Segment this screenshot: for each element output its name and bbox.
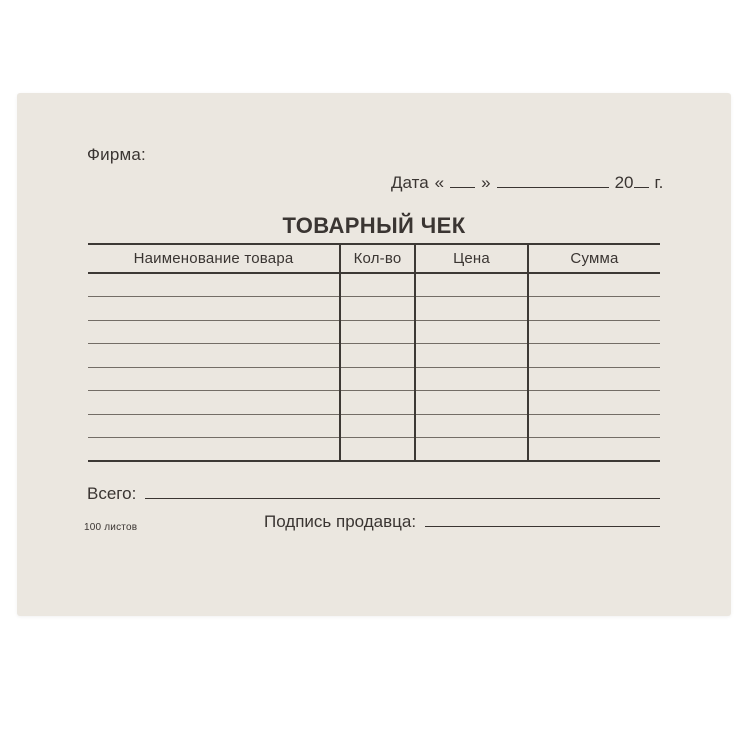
- blank-cell: [528, 391, 660, 415]
- blank-cell: [340, 391, 415, 415]
- blank-cell: [88, 344, 340, 368]
- signature-label: Подпись продавца:: [264, 512, 417, 531]
- blank-cell: [340, 273, 415, 297]
- blank-cell: [528, 273, 660, 297]
- header-row: [88, 244, 660, 273]
- blank-cell: [415, 320, 528, 344]
- firm-label: Фирма:: [87, 145, 146, 164]
- blank-cell: [340, 344, 415, 368]
- column-header-sum: Сумма: [528, 244, 660, 273]
- date-year-blank-line: [634, 173, 649, 188]
- blank-cell: [528, 367, 660, 391]
- blank-cell: [88, 438, 340, 462]
- blank-cell: [528, 414, 660, 438]
- blank-cell: [340, 414, 415, 438]
- signature-blank-line: [425, 512, 660, 527]
- blank-cell: [415, 414, 528, 438]
- blank-cell: [340, 438, 415, 462]
- date-century: 20: [614, 173, 634, 192]
- table-row: [88, 297, 660, 321]
- total-blank-line: [145, 484, 660, 499]
- date-quote-open: «: [434, 173, 445, 192]
- blank-cell: [415, 391, 528, 415]
- receipt-paper: [17, 93, 731, 616]
- date-row: [391, 173, 663, 193]
- column-header-item-name: Наименование товара: [88, 244, 340, 273]
- blank-cell: [415, 297, 528, 321]
- blank-cell: [415, 438, 528, 462]
- date-quote-close: »: [481, 173, 491, 192]
- receipt-table-head: [88, 244, 660, 273]
- blank-cell: [340, 320, 415, 344]
- blank-cell: [415, 273, 528, 297]
- date-year-suffix: г.: [654, 173, 664, 192]
- blank-cell: [528, 344, 660, 368]
- blank-cell: [88, 320, 340, 344]
- blank-cell: [340, 367, 415, 391]
- date-day-blank-line: [450, 173, 475, 188]
- blank-cell: [88, 273, 340, 297]
- blank-cell: [88, 297, 340, 321]
- receipt-table-body: [88, 273, 660, 461]
- blank-cell: [528, 320, 660, 344]
- table-row: [88, 438, 660, 462]
- sheets-count-note: 100 листов: [84, 522, 138, 533]
- date-label: Дата: [391, 173, 429, 192]
- table-row: [88, 273, 660, 297]
- blank-cell: [415, 367, 528, 391]
- blank-cell: [88, 391, 340, 415]
- blank-cell: [528, 438, 660, 462]
- blank-cell: [415, 344, 528, 368]
- date-month-blank-line: [497, 173, 609, 188]
- blank-cell: [88, 414, 340, 438]
- blank-cell: [528, 297, 660, 321]
- blank-cell: [340, 297, 415, 321]
- table-row: [88, 344, 660, 368]
- total-row: [87, 484, 660, 504]
- form-title: ТОВАРНЫЙ ЧЕК: [282, 213, 466, 238]
- table-row: [88, 320, 660, 344]
- total-label: Всего:: [87, 484, 137, 503]
- column-header-price: Цена: [415, 244, 528, 273]
- table-row: [88, 414, 660, 438]
- signature-row: [264, 512, 660, 532]
- column-header-quantity: Кол-во: [340, 244, 415, 273]
- table-row: [88, 391, 660, 415]
- table-row: [88, 367, 660, 391]
- receipt-table: [88, 243, 660, 462]
- blank-cell: [88, 367, 340, 391]
